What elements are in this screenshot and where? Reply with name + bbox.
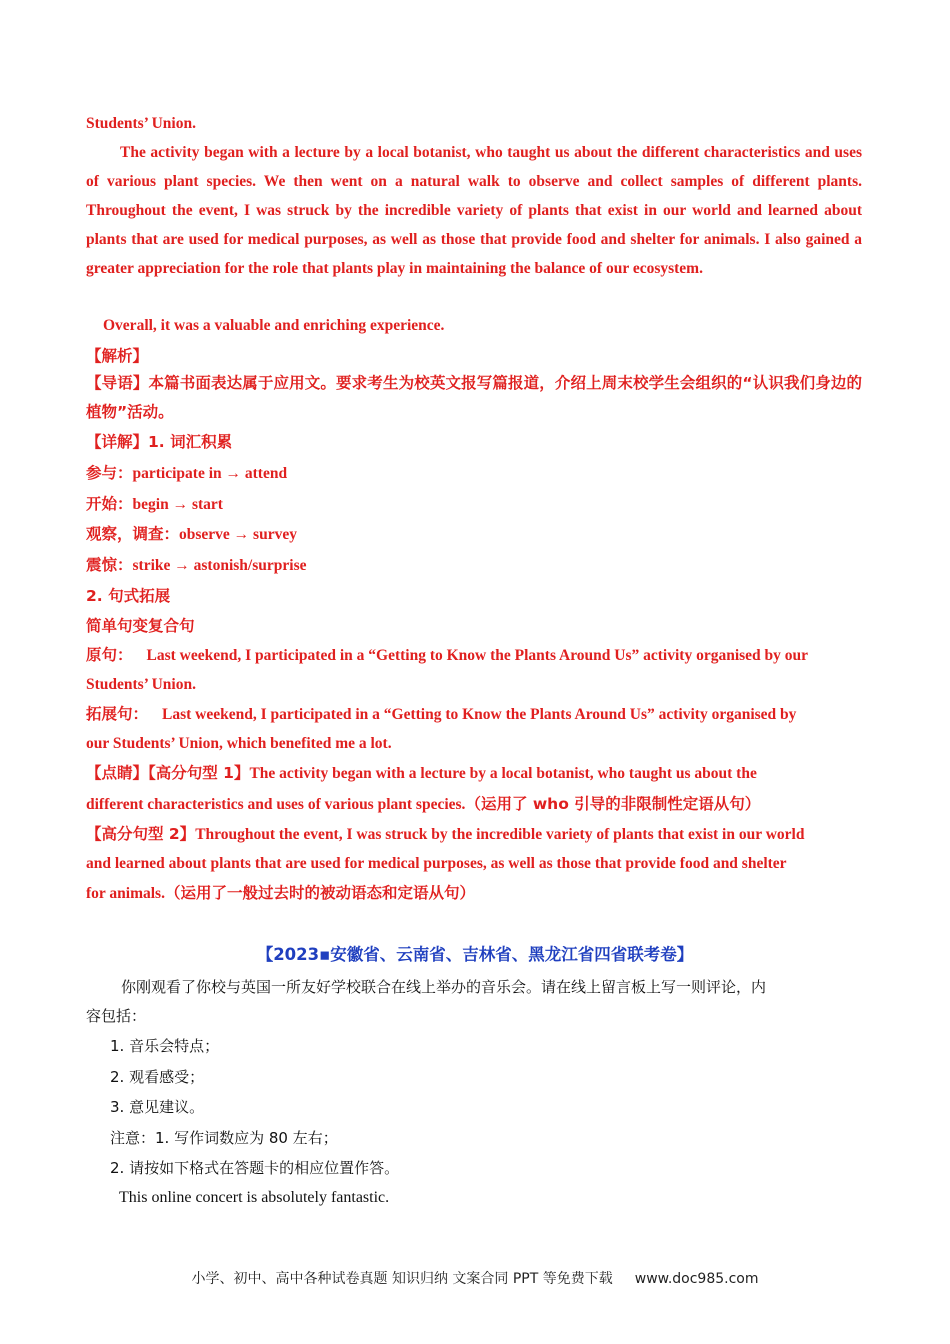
- original-label: 原句：: [86, 646, 133, 664]
- footer-text: 小学、初中、高中各种试卷真题 知识归纳 文案合同 PPT 等免费下载: [191, 1271, 613, 1287]
- vocab-item: [86, 555, 306, 576]
- vocab-en: observe → survey: [179, 526, 297, 543]
- vocab-en: begin → start: [132, 496, 223, 513]
- analysis-header: 【解析】: [86, 347, 149, 365]
- prompt-line1: 你刚观看了你校与英国一所友好学校联合在线上举办的音乐会。请在线上留言板上写一则评论，内: [121, 978, 767, 996]
- expanded-text: Last weekend, I participated in a “Getting to Know the Plants Around Us” activity organised by: [162, 706, 797, 723]
- answer-paragraph-3: Overall, it was a valuable and enriching experience.: [103, 317, 445, 334]
- note-2: 2. 请按如下格式在答题卡的相应位置作答。: [110, 1159, 400, 1177]
- starter-sentence: This online concert is absolutely fantastic.: [119, 1189, 390, 1206]
- requirement-point: 1. 音乐会特点；: [110, 1037, 220, 1055]
- vocab-item: [86, 524, 297, 545]
- vocab-cn: 震惊：: [86, 556, 133, 574]
- prompt-line2: 容包括：: [86, 1007, 147, 1025]
- answer-carry-line: Students’ Union.: [86, 115, 196, 132]
- answer-paragraph-2: The activity began with a lecture by a local botanist, who taught us about the different characteristics and uses of various plant species. We then went on a natural walk to observe and collect samples of different plants. Throughout the event, I was struck by the incredible variety of plants that exist in our world and learned about plants that are used for medical purposes, as well as those that provide food and shelter for animals. I also gained a greater appreciation for the role that plants play in maintaining the balance of our ecosystem.: [86, 144, 862, 277]
- type1-text-2: different characteristics and uses of various plant species.: [86, 796, 466, 813]
- footer-url[interactable]: www.doc985.com: [634, 1271, 759, 1287]
- expanded-sentence-line1: [86, 704, 796, 725]
- vocab-en: participate in → attend: [132, 465, 288, 482]
- original-sentence-line2: Students’ Union.: [86, 676, 196, 693]
- type2-line2: and learned about plants that are used for medical purposes, as well as those that provide food and shelter: [86, 855, 787, 872]
- section-2-title: 2. 句式拓展: [86, 587, 171, 605]
- exam-heading: 【2023▪安徽省、云南省、吉林省、黑龙江省四省联考卷】: [256, 945, 694, 964]
- note-1: 注意：1. 写作词数应为 80 左右；: [110, 1129, 338, 1147]
- guide-label: 【导语】: [86, 374, 149, 392]
- type1-line2: [86, 794, 760, 815]
- vocab-item: [86, 494, 223, 515]
- expanded-sentence-line2: our Students’ Union, which benefited me a lot.: [86, 735, 392, 752]
- page-footer: [0, 1268, 950, 1288]
- type2-line1: [86, 824, 804, 845]
- highlight-label: 【点睛】: [86, 764, 149, 782]
- original-sentence-line1: [86, 645, 808, 666]
- type1-label: 【高分句型 1】: [148, 764, 250, 782]
- requirement-point: 2. 观看感受；: [110, 1068, 205, 1086]
- requirement-point: 3. 意见建议。: [110, 1098, 205, 1116]
- type2-text-3: for animals.: [86, 885, 165, 902]
- detail-label: 【详解】: [86, 433, 149, 451]
- type1-line1: [86, 763, 757, 784]
- vocab-en: strike → astonish/surprise: [132, 557, 307, 574]
- vocab-cn: 观察，调查：: [86, 525, 180, 543]
- vocab-cn: 参与：: [86, 464, 133, 482]
- type2-text: Throughout the event, I was struck by the incredible variety of plants that exist in our world: [195, 826, 805, 843]
- guide-text: 本篇书面表达属于应用文。要求考生为校英文报写篇报道，介绍上周末校学生会组织的“认识我们身边的植物”活动。: [86, 374, 862, 421]
- original-text: Last weekend, I participated in a “Getting to Know the Plants Around Us” activity organised by our: [146, 647, 809, 664]
- type2-line3: [86, 883, 475, 904]
- vocab-cn: 开始：: [86, 495, 133, 513]
- type2-label: 【高分句型 2】: [86, 825, 196, 843]
- expanded-label: 拓展句：: [86, 705, 149, 723]
- type1-note: （运用了 who 引导的非限制性定语从句）: [465, 795, 761, 813]
- type2-note: （运用了一般过去时的被动语态和定语从句）: [164, 884, 475, 902]
- detail-line: [86, 432, 232, 453]
- guide-paragraph: [86, 369, 862, 427]
- vocab-item: [86, 463, 287, 484]
- section-2-subtitle: 简单句变复合句: [86, 617, 195, 635]
- type1-text: The activity began with a lecture by a local botanist, who taught us about the: [249, 765, 757, 782]
- detail-title: 1. 词汇积累: [148, 433, 233, 451]
